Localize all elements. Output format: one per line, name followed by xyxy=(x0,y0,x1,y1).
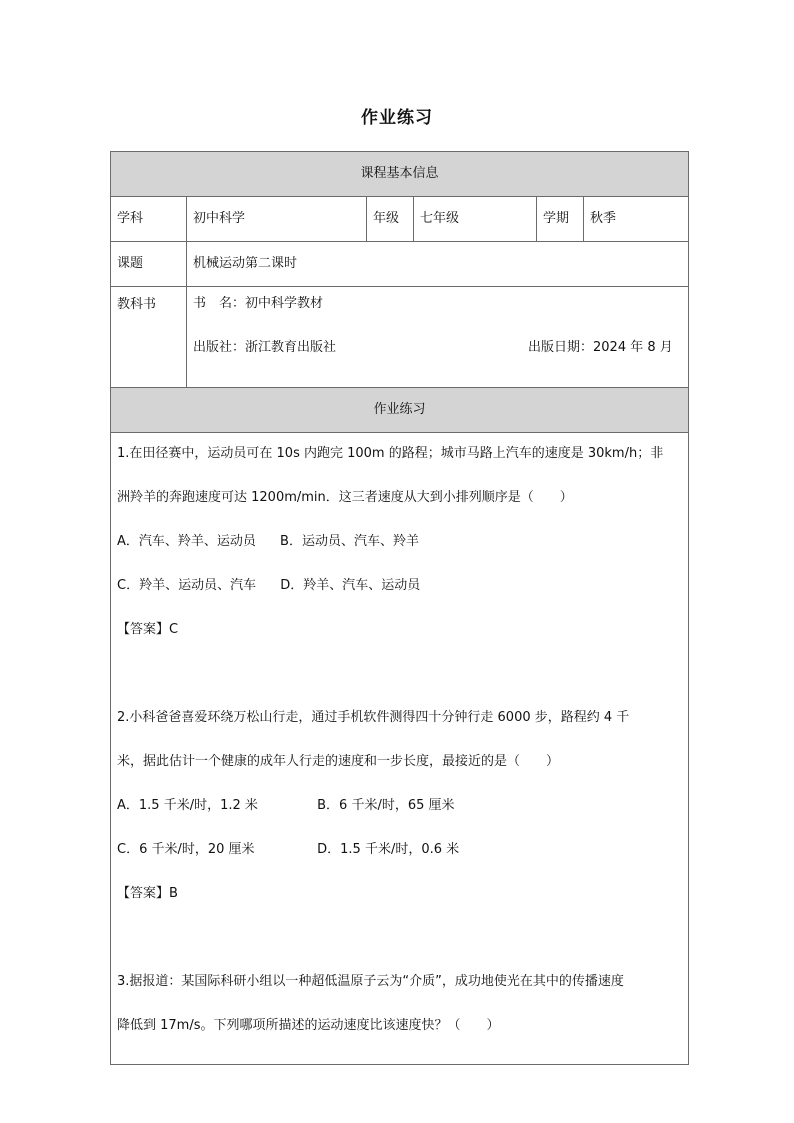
question-1-options-ab xyxy=(117,526,682,570)
option-a: A．汽车、羚羊、运动员 xyxy=(117,534,256,549)
textbook-details xyxy=(187,287,689,388)
question-1-options-cd xyxy=(117,570,682,614)
question-3 xyxy=(117,966,682,1054)
term-value: 秋季 xyxy=(584,197,689,242)
option-a: A．1.5 千米/时，1.2 米 xyxy=(117,798,258,813)
option-c: C．6 千米/时，20 厘米 xyxy=(117,842,255,857)
topic-label: 课题 xyxy=(111,242,187,287)
option-b: B．运动员、汽车、羚羊 xyxy=(280,534,419,549)
subject-value: 初中科学 xyxy=(187,197,367,242)
course-info-header: 课程基本信息 xyxy=(111,152,689,197)
homework-table xyxy=(110,151,689,1065)
question-2-line-2: 米，据此估计一个健康的成年人行走的速度和一步长度，最接近的是（ ） xyxy=(117,754,560,769)
textbook-label: 教科书 xyxy=(111,287,187,388)
topic-value: 机械运动第二课时 xyxy=(187,242,689,287)
term-label: 学期 xyxy=(537,197,584,242)
topic-row xyxy=(111,242,689,287)
option-d: D．羚羊、汽车、运动员 xyxy=(280,578,421,593)
question-2-answer: 【答案】B xyxy=(117,886,178,901)
question-2-options-ab xyxy=(117,790,682,834)
subject-row xyxy=(111,197,689,242)
exercises-content xyxy=(111,433,689,1065)
exercises-header-row xyxy=(111,388,689,433)
option-c: C．羚羊、运动员、汽车 xyxy=(117,578,257,593)
subject-label: 学科 xyxy=(111,197,187,242)
grade-label: 年级 xyxy=(367,197,414,242)
course-info-header-row xyxy=(111,152,689,197)
textbook-row xyxy=(111,287,689,388)
question-1 xyxy=(117,438,682,702)
publisher: 出版社：浙江教育出版社 xyxy=(193,340,337,355)
question-3-line-2: 降低到 17m/s。下列哪项所描述的运动速度比该速度快？（ ） xyxy=(117,1018,500,1033)
question-1-line-2: 洲羚羊的奔跑速度可达 1200m/min．这三者速度从大到小排列顺序是（ ） xyxy=(117,490,573,505)
option-d: D．1.5 千米/时，0.6 米 xyxy=(317,842,460,857)
question-1-line-1: 1.在田径赛中，运动员可在 10s 内跑完 100m 的路程；城市马路上汽车的速度是 30km/h；非 xyxy=(117,446,664,461)
book-name: 书 名：初中科学教材 xyxy=(193,296,324,311)
question-2-line-1: 2.小科爸爸喜爱环绕万松山行走，通过手机软件测得四十分钟行走 6000 步，路程约 4 千 xyxy=(117,710,630,725)
option-b: B．6 千米/时，65 厘米 xyxy=(317,798,455,813)
publisher-line xyxy=(193,331,682,377)
question-1-answer: 【答案】C xyxy=(117,622,179,637)
exercises-header: 作业练习 xyxy=(111,388,689,433)
question-2-options-cd xyxy=(117,834,682,878)
document-title: 作业练习 xyxy=(361,108,433,128)
exercises-row xyxy=(111,433,689,1065)
publish-date: 出版日期：2024 年 8 月 xyxy=(528,340,673,355)
spacer xyxy=(117,658,682,702)
spacer xyxy=(117,922,682,966)
question-2 xyxy=(117,702,682,966)
question-3-line-1: 3.据报道：某国际科研小组以一种超低温原子云为“介质”，成功地使光在其中的传播速度 xyxy=(117,974,624,989)
grade-value: 七年级 xyxy=(414,197,537,242)
